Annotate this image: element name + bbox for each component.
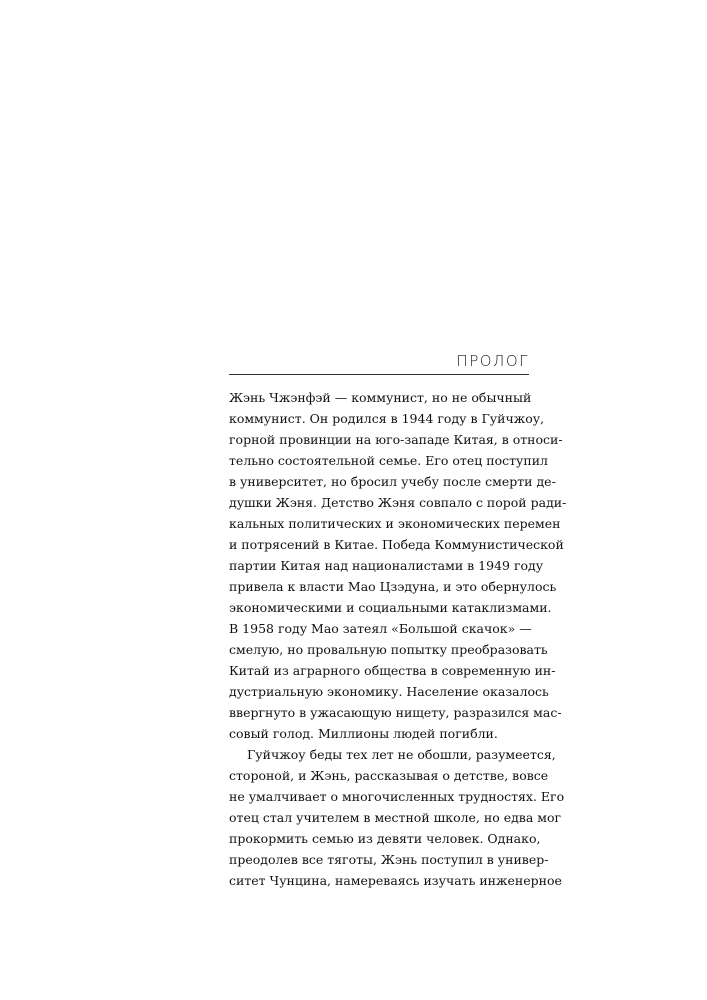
text-line: Гуйчжоу беды тех лет не обошли, разумеется, — [247, 747, 556, 762]
text-line: кальных политических и экономических перемен — [229, 516, 561, 531]
text-line: преодолев все тяготы, Жэнь поступил в универ- — [229, 852, 549, 867]
text-line: ситет Чунцина, намереваясь изучать инженерное — [229, 873, 562, 888]
text-line: не умалчивает о многочисленных трудностях. Его — [229, 789, 565, 804]
paragraph-2 — [229, 744, 565, 891]
text-line: прокормить семью из девяти человек. Однако, — [229, 831, 541, 846]
text-line: партии Китая над националистами в 1949 году — [229, 558, 544, 573]
paragraph-1 — [229, 387, 567, 744]
text-line: отец стал учителем в местной школе, но едва мог — [229, 810, 562, 825]
text-line: горной провинции на юго-западе Китая, в относи- — [229, 432, 563, 447]
body-text — [229, 387, 567, 891]
text-line: смелую, но провальную попытку преобразовать — [229, 642, 548, 657]
text-line: совый голод. Миллионы людей погибли. — [229, 726, 498, 741]
text-line: экономическими и социальными катаклизмами. — [229, 600, 552, 615]
text-line: привела к власти Мао Цзэдуна, и это обернулось — [229, 579, 557, 594]
chapter-rule — [229, 374, 529, 375]
text-line: душки Жэня. Детство Жэня совпало с порой ради- — [229, 495, 567, 510]
text-line: тельно состоятельной семье. Его отец поступил — [229, 453, 548, 468]
text-line: дустриальную экономику. Население оказалось — [229, 684, 549, 699]
text-line: Жэнь Чжэнфэй — коммунист, но не обычный — [229, 390, 532, 405]
text-line: ввергнуто в ужасающую нищету, разразился мас- — [229, 705, 562, 720]
chapter-header — [229, 340, 529, 376]
text-line: коммунист. Он родился в 1944 году в Гуйчжоу, — [229, 411, 545, 426]
text-line: стороной, и Жэнь, рассказывая о детстве, вовсе — [229, 768, 549, 783]
text-line: и потрясений в Китае. Победа Коммунистической — [229, 537, 564, 552]
text-line: Китай из аграрного общества в современную ин- — [229, 663, 556, 678]
text-line: В 1958 году Мао затеял «Большой скачок» — — [229, 621, 532, 636]
text-line: в университет, но бросил учебу после смерти де- — [229, 474, 556, 489]
chapter-title: ПРОЛОГ — [456, 352, 529, 370]
